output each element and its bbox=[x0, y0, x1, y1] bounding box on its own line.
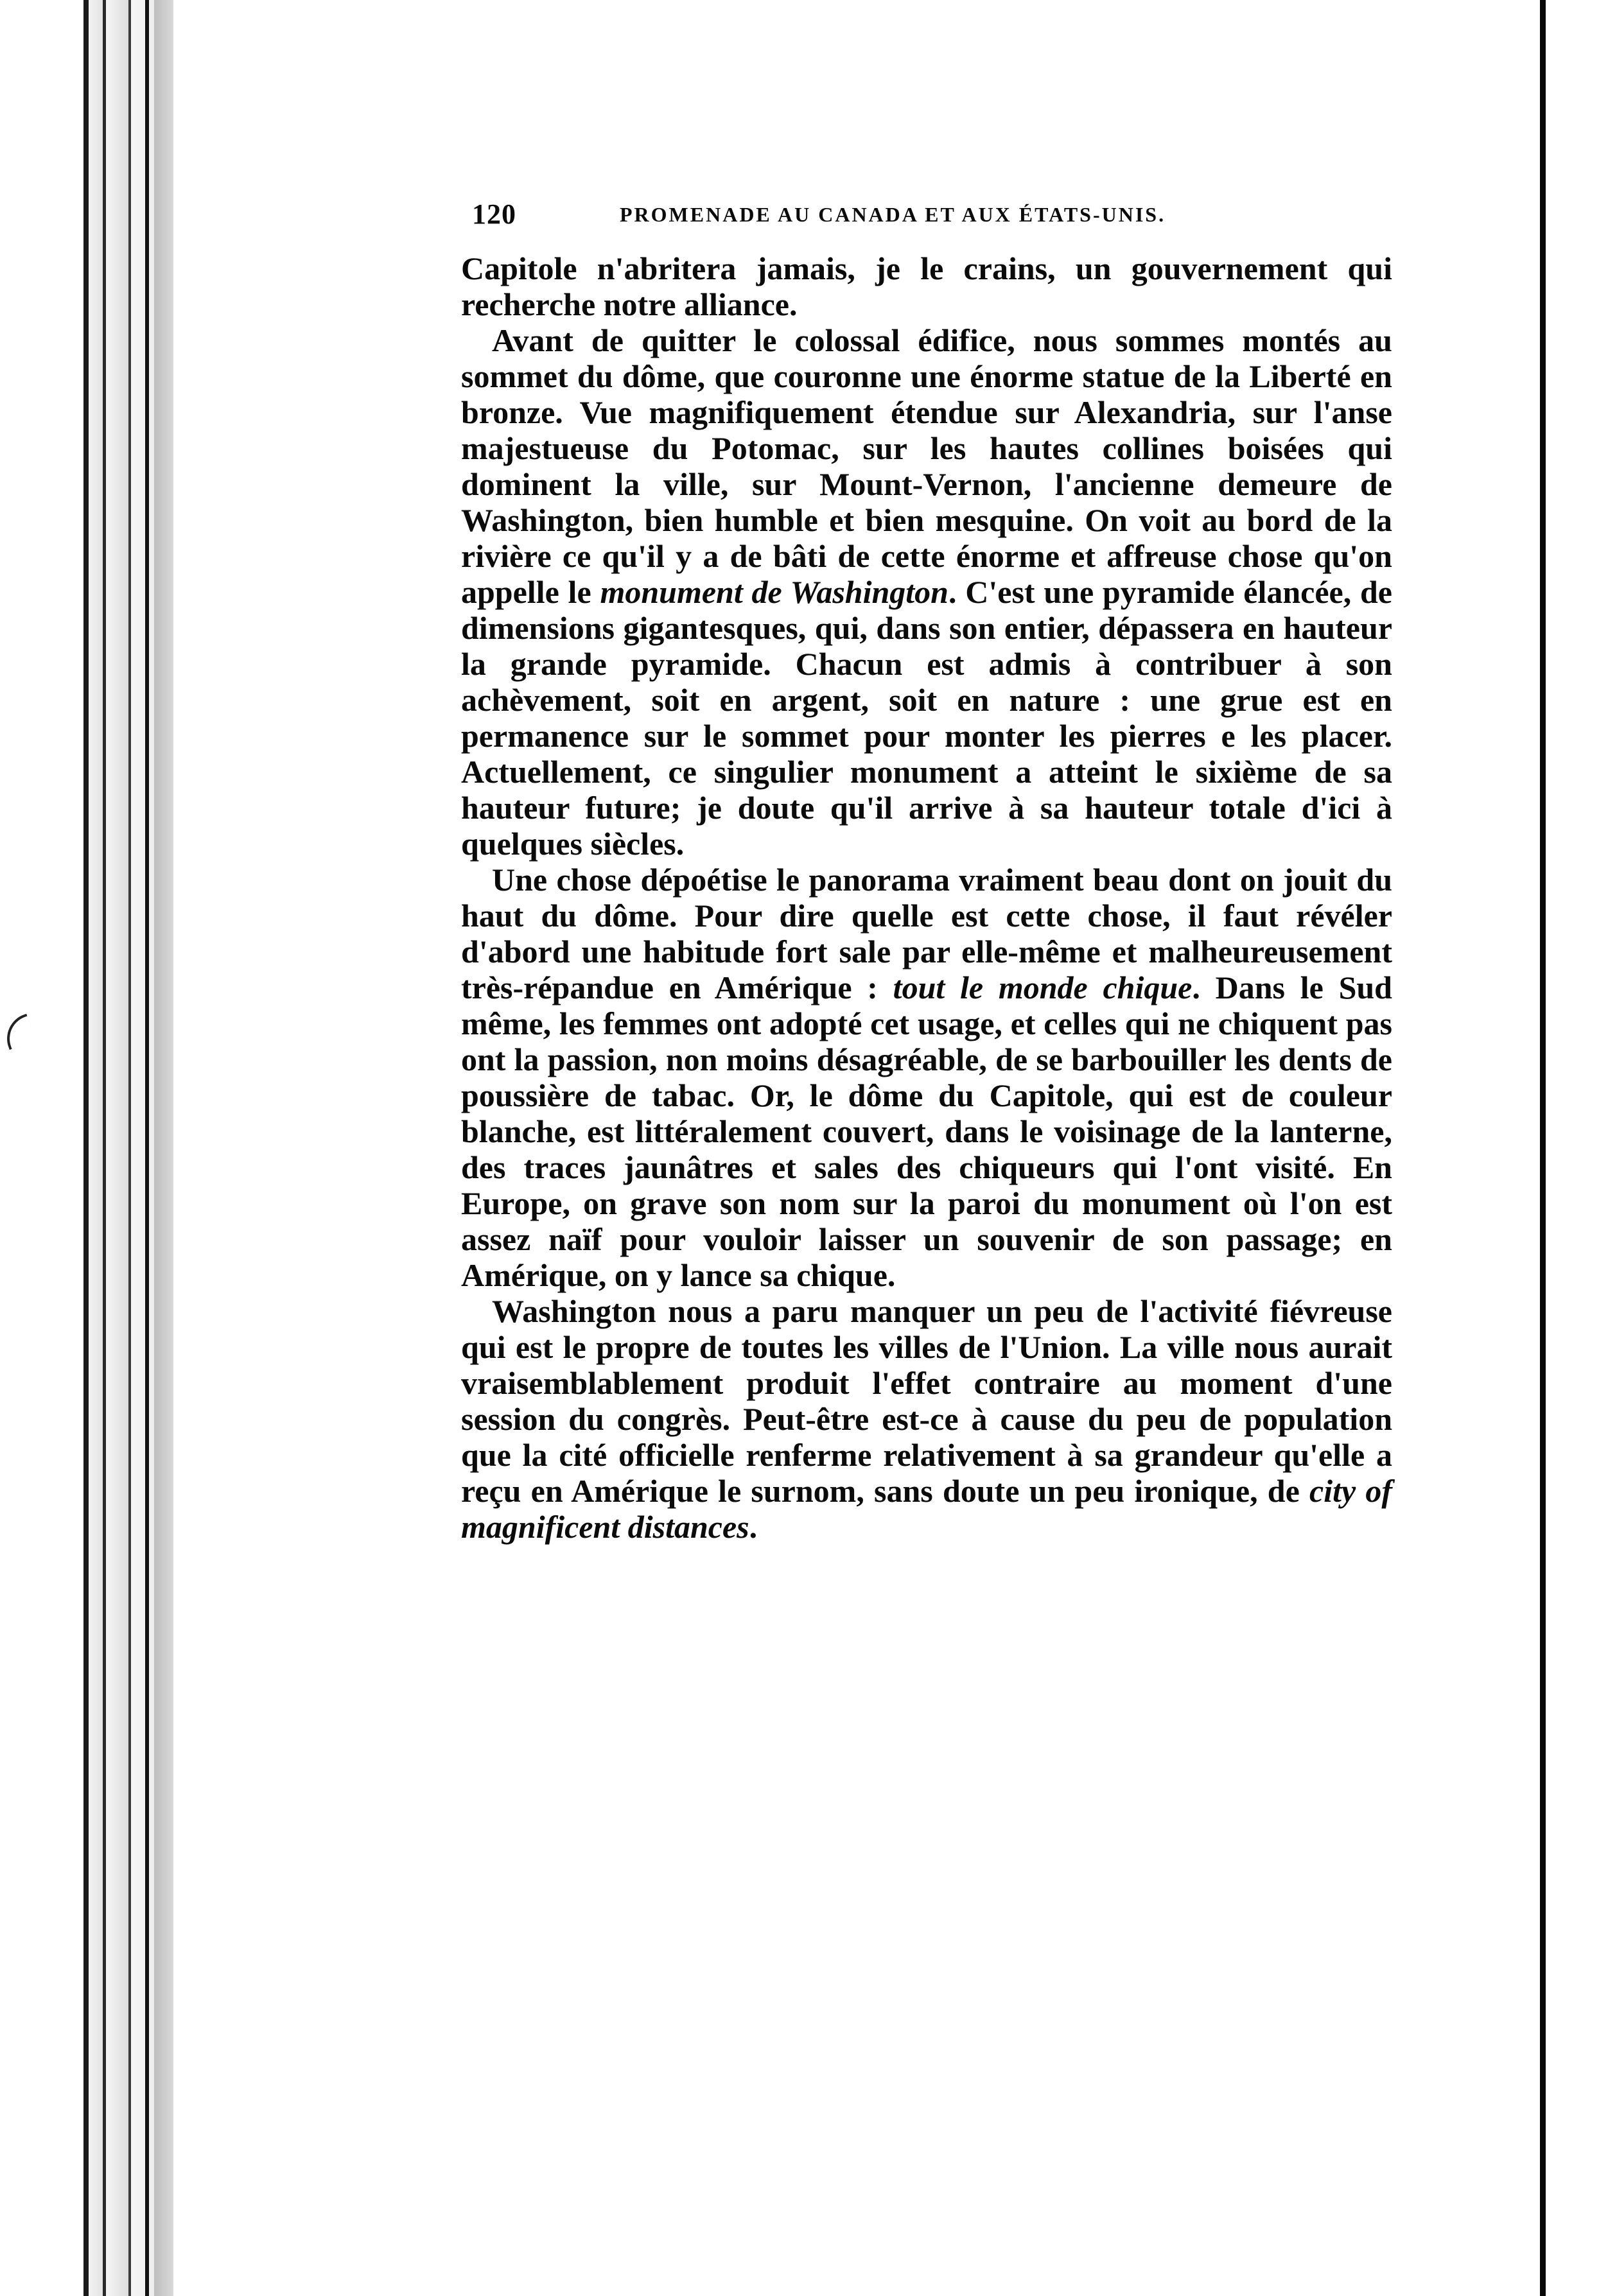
paragraph-2-italic: monument de Washington bbox=[600, 574, 948, 610]
running-title: PROMENADE AU CANADA ET AUX ÉTATS-UNIS. bbox=[620, 203, 1166, 226]
paragraph-1-text: Capitole n'abritera jamais, je le crains, un gouvernement qui recherche notre alliance. bbox=[461, 250, 1392, 322]
binding-shadow-line bbox=[145, 0, 149, 2296]
paragraph-3-text: Une chose dépoétise le panorama vraiment beau dont on jouit du haut du dôme. Pour dire quelle est cette chose, il faut révéler d'abord une habitude fort sale par elle-même et malheureusement très-répandue en Amérique : bbox=[461, 862, 1392, 1005]
paragraph-4 bbox=[461, 1293, 1392, 1545]
paragraph-1 bbox=[461, 250, 1392, 322]
scan-mark bbox=[0, 1014, 36, 1050]
page-header bbox=[472, 198, 1278, 236]
paragraph-4-text: Washington nous a paru manquer un peu de l'activité fiévreuse qui est le propre de toutes les villes de l'Union. La ville nous aurait vraisemblablement produit l'effet contraire au moment d'une session du congrès. Peut-être est-ce à cause du peu de population que la cité officielle renferme relativement à sa grandeur qu'elle a reçu en Amérique le surnom, sans doute un peu ironique, de bbox=[461, 1293, 1392, 1509]
paragraph-3 bbox=[461, 862, 1392, 1293]
book-binding-edge bbox=[77, 0, 173, 2296]
body-text bbox=[461, 250, 1392, 1545]
page-right-edge bbox=[1540, 0, 1546, 2296]
paragraph-3-italic: tout le monde chique bbox=[893, 970, 1193, 1005]
page-number: 120 bbox=[472, 198, 516, 230]
paragraph-4-italic: city of magnificent distances bbox=[461, 1473, 1393, 1545]
paragraph-3-text-after: . Dans le Sud même, les femmes ont adopté cet usage, et celles qui ne chiquent pas ont la passion, non moins désagréable, de se barbouiller les dents de poussière de tabac. Or, le dôme du Capitole, qui est de couleur blanche, est littéralement couvert, dans le voisinage de la lanterne, des traces jaunâtres et sales des chiqueurs qui l'ont visité. En Europe, on grave son nom sur la paroi du monument où l'on est assez naïf pour vouloir laisser un souvenir de son passage; en Amérique, on y lance sa chique. bbox=[461, 970, 1392, 1293]
paragraph-2-text-after: . C'est une pyramide élancée, de dimensions gigantesques, qui, dans son entier, dépassera en hauteur la grande pyramide. Chacun est admis à contribuer à son achèvement, soit en argent, soit en nature : une grue est en permanence sur le sommet pour monter les pierres e les placer. Actuellement, ce singulier monument a atteint le sixième de sa hauteur future; je doute qu'il arrive à sa hauteur totale d'ici à quelques siècles. bbox=[461, 574, 1392, 862]
paragraph-4-text-after: . bbox=[749, 1509, 758, 1545]
right-margin bbox=[1546, 0, 1608, 2296]
paragraph-2-text: Avant de quitter le colossal édifice, nous sommes montés au sommet du dôme, que couronne une énorme statue de la Liberté en bronze. Vue magnifiquement étendue sur Alexandria, sur l'anse majestueuse du Potomac, sur les hautes collines boisées qui dominent la ville, sur Mount-Vernon, l'ancienne demeure de Washington, bien humble et bien mesquine. On voit au bord de la rivière ce qu'il y a de bâti de cette énorme et affreuse chose qu'on appelle le bbox=[461, 322, 1392, 610]
paragraph-2 bbox=[461, 322, 1392, 862]
